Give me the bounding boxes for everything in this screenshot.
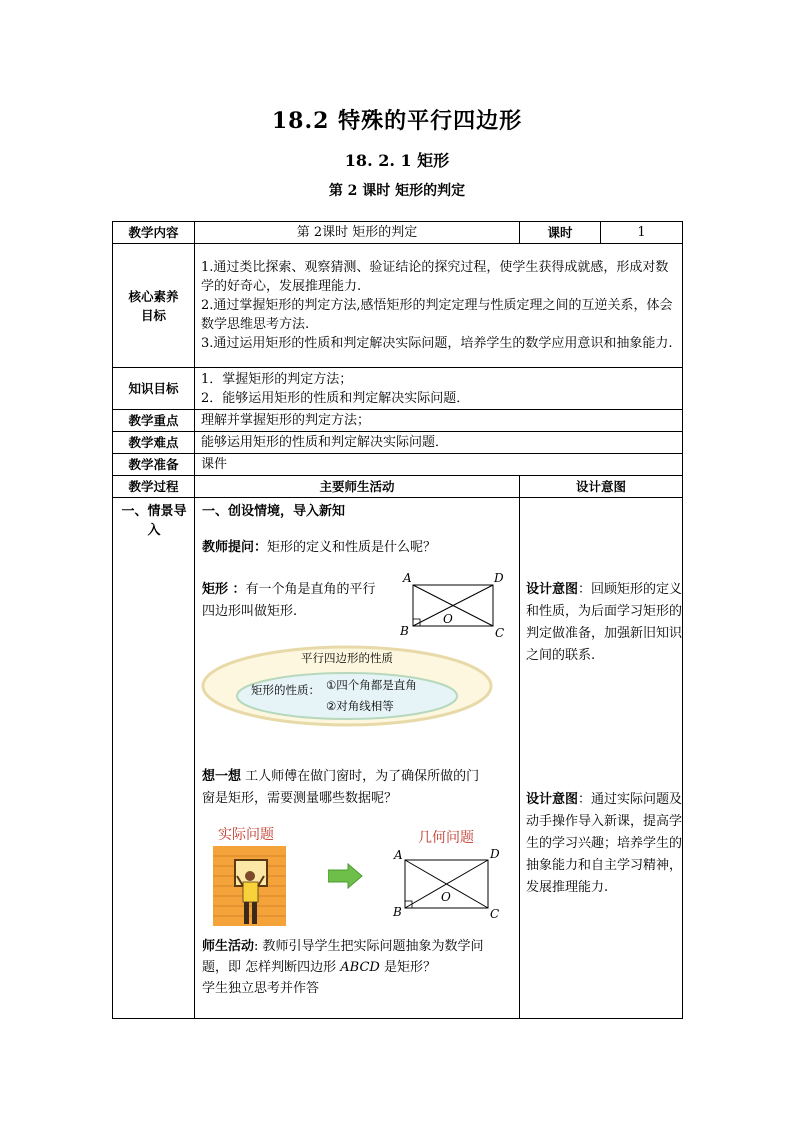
core-goal-1: 1.通过类比探索、观察猜测、验证结论的探究过程，使学生获得成就感，形成对数学的好奇心，发展推理能力. xyxy=(201,260,669,294)
content-label: 教学内容 xyxy=(113,222,195,244)
definition-text-1: 有一个角是直角的平行 xyxy=(245,582,376,597)
activity-text-2: 题，即 怎样判断四边形 xyxy=(202,960,341,975)
rectangle-diagram-1 xyxy=(400,570,505,640)
activity-lead: 师生活动 xyxy=(202,939,255,954)
activity-abcd: ABCD xyxy=(340,960,380,975)
property-equal-diagonals: ②对角线相等 xyxy=(326,699,394,713)
intro-heading: 一、创设情境，导入新知 xyxy=(202,504,346,519)
key-value: 理解并掌握矩形的判定方法； xyxy=(195,410,683,432)
vertex-a-2: A xyxy=(394,848,403,862)
core-goals xyxy=(195,244,683,368)
vertex-o-2: O xyxy=(441,890,451,904)
vertex-d: D xyxy=(494,571,504,585)
vertex-b-2: B xyxy=(393,905,402,919)
period-label: 课时 xyxy=(520,222,601,244)
stage-label-text: 一、情景导入 xyxy=(121,504,187,538)
worker-leg-left xyxy=(244,902,249,924)
content-value: 第 2课时 矩形的判定 xyxy=(195,222,520,244)
properties-ellipse-diagram xyxy=(201,644,496,728)
period-value: 1 xyxy=(601,222,683,244)
vertex-c: C xyxy=(495,626,505,640)
page-title: 18.2 特殊的平行四边形 xyxy=(271,108,523,134)
vertex-b: B xyxy=(400,624,409,638)
intent1-text: ：回顾矩形的定义和性质，为后面学习矩形的判定做准备，加强新旧知识之间的联系. xyxy=(526,582,683,663)
question-lead: 教师提问： xyxy=(202,540,268,555)
intent-cell xyxy=(520,498,683,1019)
think-prompt xyxy=(202,766,479,810)
prep-label: 教学准备 xyxy=(113,454,195,476)
core-goal-3: 3.通过运用矩形的性质和判定解决实际问题，培养学生的数学应用意识和抽象能力. xyxy=(201,336,673,351)
real-problem-label: 实际问题 xyxy=(218,827,274,843)
vertex-o: O xyxy=(443,612,453,626)
core-goals-label xyxy=(113,244,195,368)
rectangle-diagram-2 xyxy=(391,846,503,920)
definition-lead: 矩形 ： xyxy=(202,582,246,597)
intent1-lead: 设计意图 xyxy=(526,582,579,597)
stage-label xyxy=(113,498,195,1019)
core-goal-2: 2.通过掌握矩形的判定方法,感悟矩形的判定定理与性质定理之间的互逆关系，体会数学思维思考方法. xyxy=(201,298,673,332)
difficulty-label: 教学难点 xyxy=(113,432,195,454)
activity-cell xyxy=(195,498,520,1019)
core-goals-label-text: 核心素养目标 xyxy=(128,288,179,323)
rectangle-definition xyxy=(202,579,376,623)
arrow-icon xyxy=(328,862,364,890)
intent2-text: ：通过实际问题及动手操作导入新课，提高学生的学习兴趣；培养学生的抽象能力和自主学习精神，发展推理能力. xyxy=(526,792,683,895)
section-title: 18. 2. 1 矩形 xyxy=(344,151,450,170)
design-intent-2 xyxy=(526,789,684,899)
think-lead: 想一想 xyxy=(202,769,242,784)
definition-text-2: 四边形叫做矩形. xyxy=(202,604,298,619)
teacher-student-activity xyxy=(202,936,512,999)
think-text-2: 窗是矩形，需要测量哪些数据呢？ xyxy=(202,791,398,806)
knowledge-goal-1: 1．掌握矩形的判定方法； xyxy=(201,371,353,387)
worker-leg-right xyxy=(252,902,257,924)
knowledge-label: 知识目标 xyxy=(113,368,195,410)
activity-label: 主要师生活动 xyxy=(195,476,520,498)
prep-value: 课件 xyxy=(195,454,683,476)
rectangle-properties-label: 矩形的性质： xyxy=(251,683,320,697)
difficulty-value: 能够运用矩形的性质和判定解决实际问题． xyxy=(195,432,683,454)
activity-text-3: 是矩形？ xyxy=(379,960,436,975)
knowledge-goals xyxy=(195,368,683,410)
property-right-angles: ①四个角都是直角 xyxy=(326,678,417,692)
worker-body xyxy=(243,882,258,902)
think-text-1: 工人师傅在做门窗时，为了确保所做的门 xyxy=(241,769,480,784)
worker-window-image xyxy=(213,846,288,928)
question-text: 矩形的定义和性质是什么呢？ xyxy=(267,540,437,555)
worker-head xyxy=(245,871,255,881)
geometry-problem-label: 几何问题 xyxy=(418,830,474,846)
process-label: 教学过程 xyxy=(113,476,195,498)
teacher-question xyxy=(202,538,436,557)
intent2-lead: 设计意图 xyxy=(526,792,579,807)
parallelogram-properties-label: 平行四边形的性质 xyxy=(301,651,393,665)
activity-text-4: 学生独立思考并作答 xyxy=(202,981,320,996)
vertex-a: A xyxy=(403,571,412,585)
knowledge-goal-2: 2．能够运用矩形的性质和判定解决实际问题． xyxy=(201,390,470,406)
key-label: 教学重点 xyxy=(113,410,195,432)
design-intent-1 xyxy=(526,579,684,667)
vertex-c-2: C xyxy=(490,907,500,920)
intent-label: 设计意图 xyxy=(520,476,683,498)
activity-text-1: : 教师引导学生把实际问题抽象为数学问 xyxy=(254,939,484,954)
vertex-d-2: D xyxy=(490,847,500,861)
lesson-title: 第 2 课时 矩形的判定 xyxy=(328,183,466,199)
lesson-plan-table xyxy=(112,221,683,1019)
